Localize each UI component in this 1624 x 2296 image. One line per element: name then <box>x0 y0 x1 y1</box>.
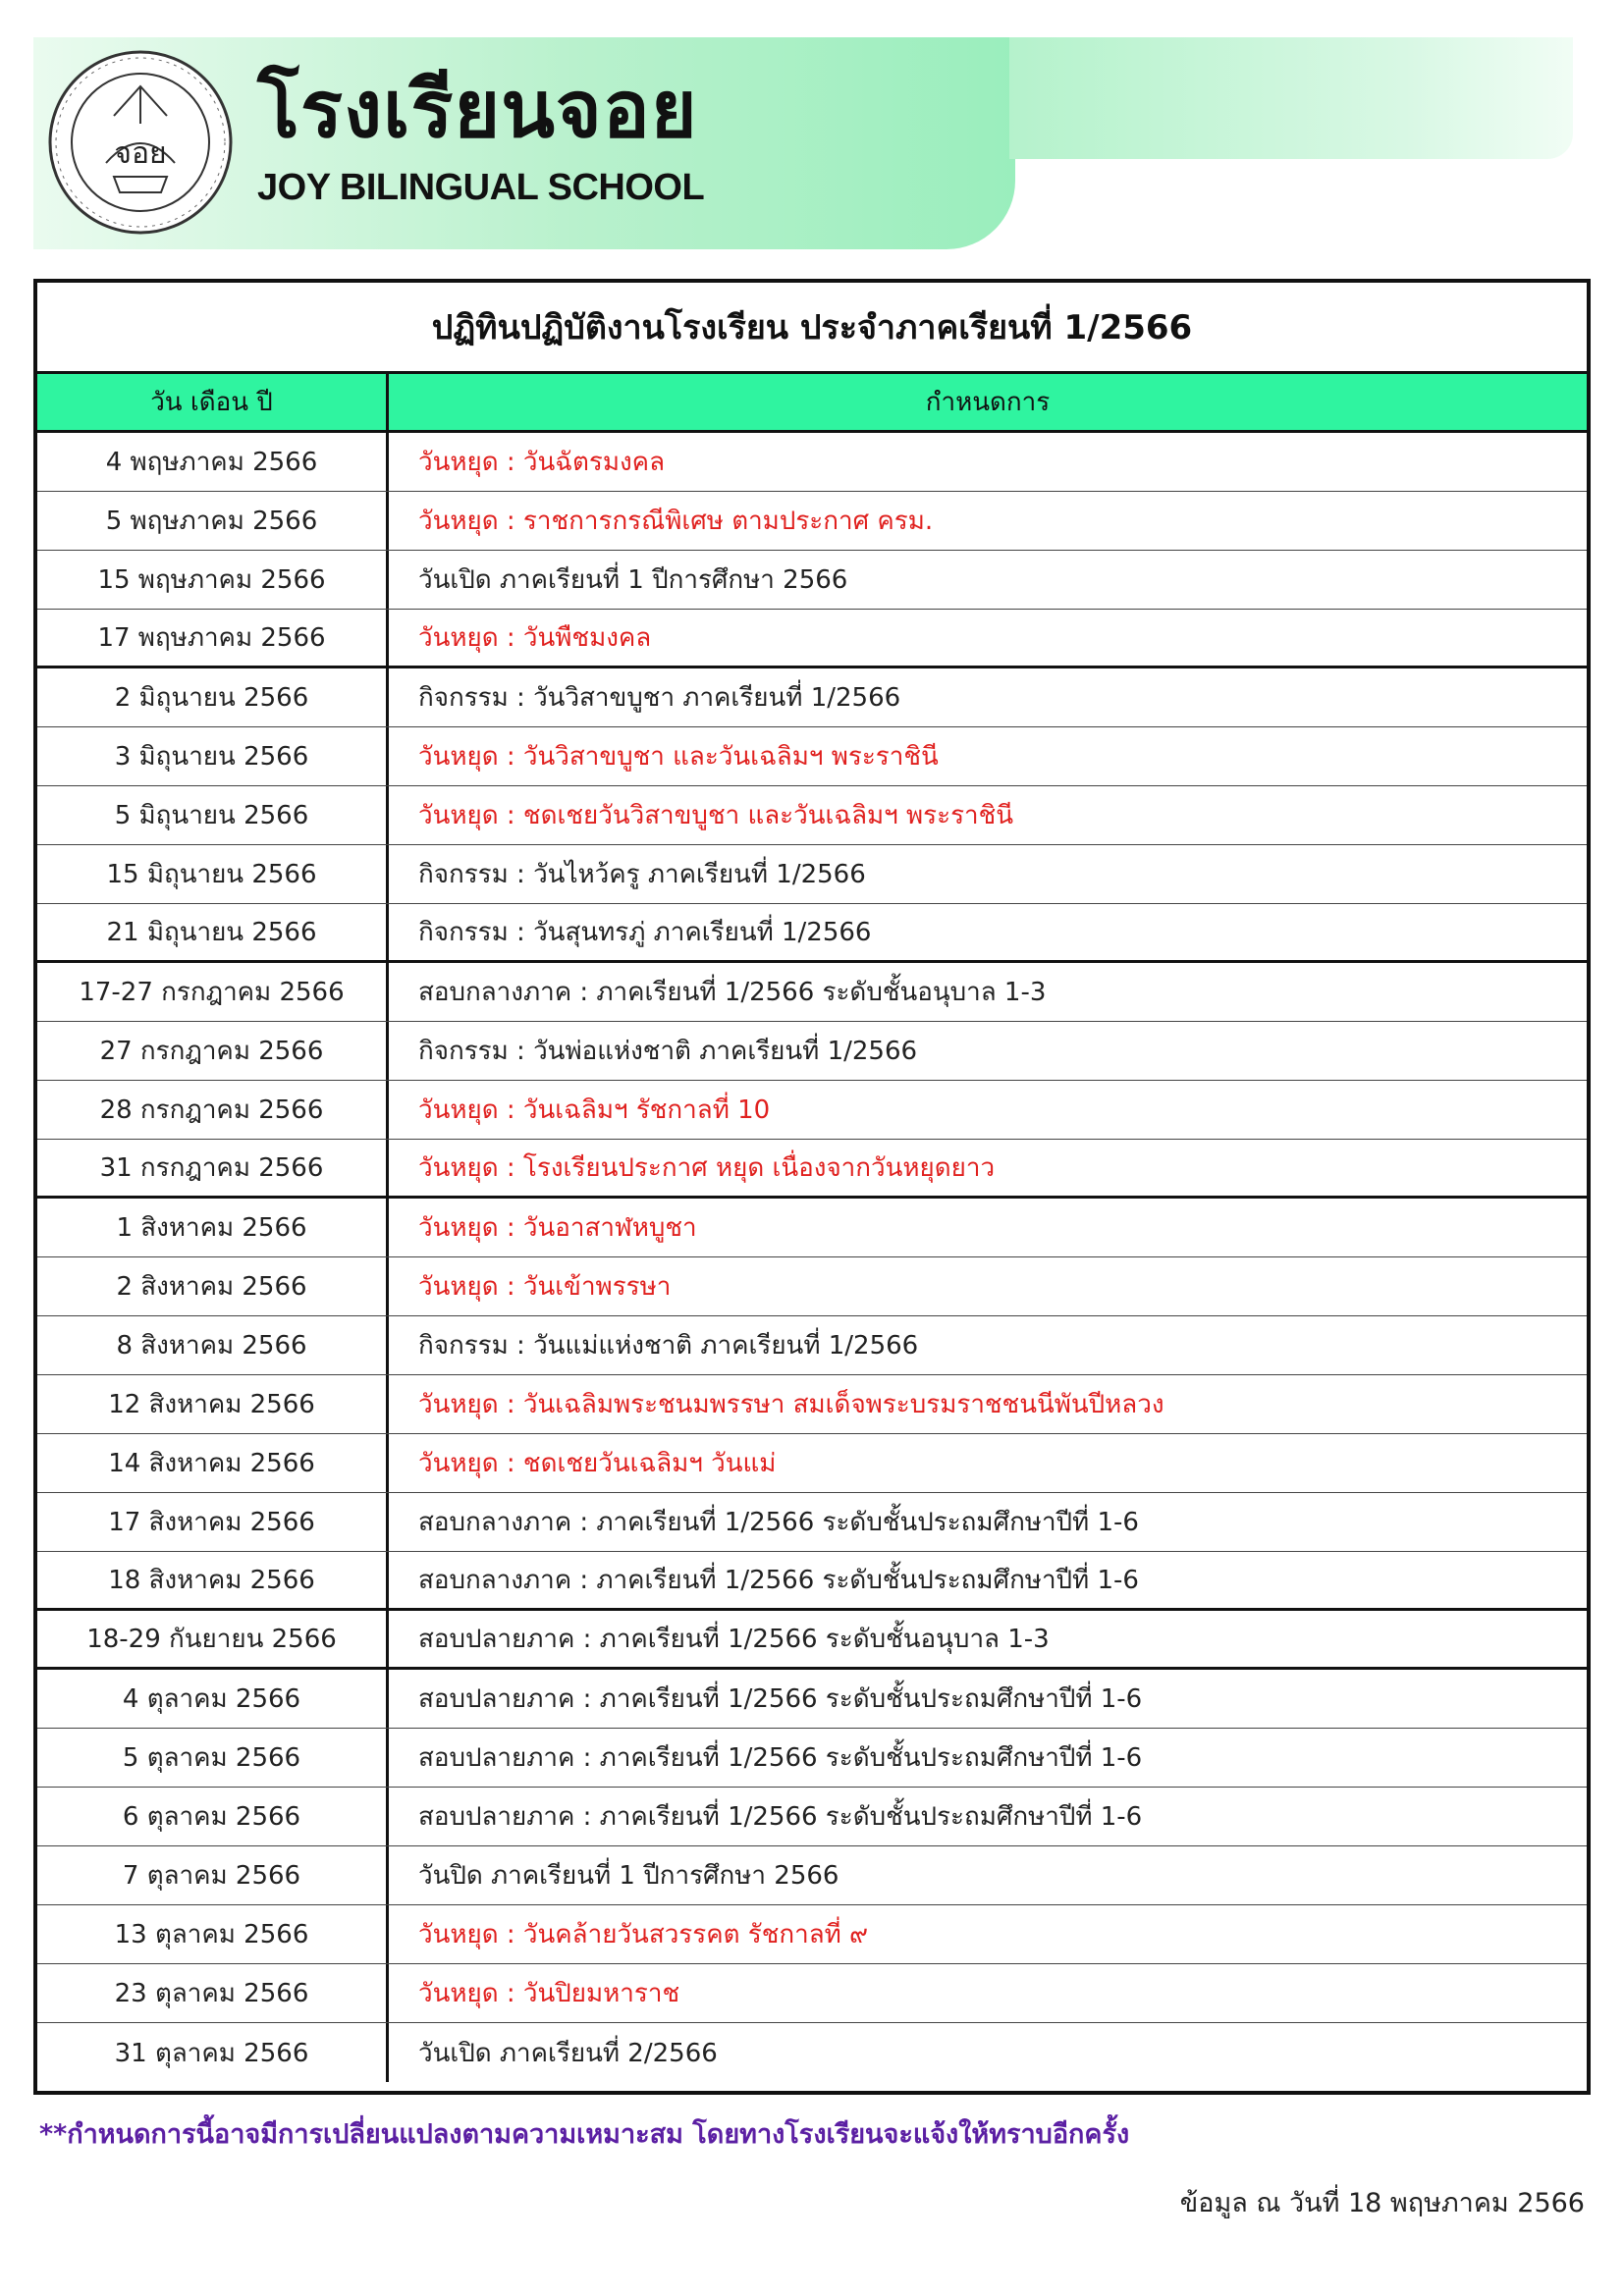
row-schedule: กิจกรรม : วันวิสาขบูชา ภาคเรียนที่ 1/2566 <box>418 683 901 713</box>
table-row <box>37 2023 1587 2082</box>
table-row <box>37 1257 1587 1316</box>
row-schedule: วันเปิด ภาคเรียนที่ 2/2566 <box>418 2038 718 2068</box>
table-row <box>37 1670 1587 1729</box>
row-holiday-schedule: วันหยุด : โรงเรียนประกาศ หยุด เนื่องจากวันหยุดยาว <box>418 1153 996 1183</box>
row-date: 2 มิถุนายน 2566 <box>37 668 389 726</box>
data-as-of-date: ข้อมูล ณ วันที่ 18 พฤษภาคม 2566 <box>1179 2188 1585 2218</box>
row-schedule: กิจกรรม : วันพ่อแห่งชาติ ภาคเรียนที่ 1/2566 <box>418 1037 918 1066</box>
table-row <box>37 727 1587 786</box>
row-schedule: กิจกรรม : วันสุนทรภู่ ภาคเรียนที่ 1/2566 <box>418 918 872 947</box>
table-row <box>37 1788 1587 1846</box>
table-body <box>37 433 1587 2082</box>
row-date: 14 สิงหาคม 2566 <box>37 1434 389 1492</box>
table-row <box>37 433 1587 492</box>
row-schedule: กิจกรรม : วันแม่แห่งชาติ ภาคเรียนที่ 1/2566 <box>418 1331 919 1361</box>
table-row <box>37 1552 1587 1611</box>
row-date: 21 มิถุนายน 2566 <box>37 904 389 960</box>
table-row <box>37 668 1587 727</box>
row-holiday-schedule: วันหยุด : วันอาสาฬหบูชา <box>418 1213 697 1243</box>
header-band-right <box>1009 37 1573 159</box>
row-schedule: สอบปลายภาค : ภาคเรียนที่ 1/2566 ระดับชั้นอนุบาล 1-3 <box>418 1625 1050 1654</box>
row-date: 7 ตุลาคม 2566 <box>37 1846 389 1904</box>
row-date: 17 พฤษภาคม 2566 <box>37 610 389 666</box>
row-schedule: สอบปลายภาค : ภาคเรียนที่ 1/2566 ระดับชั้นประถมศึกษาปีที่ 1-6 <box>418 1743 1143 1773</box>
table-row <box>37 1846 1587 1905</box>
table-row <box>37 1375 1587 1434</box>
row-holiday-schedule: วันหยุด : วันวิสาขบูชา และวันเฉลิมฯ พระราชินี <box>418 742 939 772</box>
row-date: 17 สิงหาคม 2566 <box>37 1493 389 1551</box>
table-row <box>37 1081 1587 1140</box>
row-date: 31 กรกฎาคม 2566 <box>37 1140 389 1196</box>
table-row <box>37 492 1587 551</box>
row-date: 15 พฤษภาคม 2566 <box>37 551 389 609</box>
row-schedule: สอบกลางภาค : ภาคเรียนที่ 1/2566 ระดับชั้นอนุบาล 1-3 <box>418 978 1047 1007</box>
table-row <box>37 1905 1587 1964</box>
row-holiday-schedule: วันหยุด : วันพืชมงคล <box>418 623 652 653</box>
school-name-thai: โรงเรียนจอย <box>257 64 698 155</box>
row-date: 18 สิงหาคม 2566 <box>37 1552 389 1608</box>
row-holiday-schedule: วันหยุด : วันเข้าพรรษา <box>418 1272 672 1302</box>
table-row <box>37 1199 1587 1257</box>
row-schedule: สอบปลายภาค : ภาคเรียนที่ 1/2566 ระดับชั้นประถมศึกษาปีที่ 1-6 <box>418 1802 1143 1832</box>
table-row <box>37 904 1587 963</box>
column-header-date: วัน เดือน ปี <box>37 374 389 430</box>
row-holiday-schedule: วันหยุด : วันปิยมหาราช <box>418 1979 680 2008</box>
column-header-schedule: กำหนดการ <box>925 388 1051 417</box>
row-date: 4 ตุลาคม 2566 <box>37 1670 389 1728</box>
row-date: 15 มิถุนายน 2566 <box>37 845 389 903</box>
row-date: 31 ตุลาคม 2566 <box>37 2023 389 2082</box>
table-header-row <box>37 374 1587 433</box>
row-holiday-schedule: วันหยุด : วันเฉลิมฯ รัชกาลที่ 10 <box>418 1095 771 1125</box>
row-holiday-schedule: วันหยุด : วันเฉลิมพระชนมพรรษา สมเด็จพระบรมราชชนนีพันปีหลวง <box>418 1390 1164 1419</box>
row-schedule: วันเปิด ภาคเรียนที่ 1 ปีการศึกษา 2566 <box>418 565 848 595</box>
table-row <box>37 1493 1587 1552</box>
table-row <box>37 786 1587 845</box>
row-holiday-schedule: วันหยุด : ชดเชยวันวิสาขบูชา และวันเฉลิมฯ พระราชินี <box>418 801 1014 830</box>
table-row <box>37 963 1587 1022</box>
row-schedule: วันปิด ภาคเรียนที่ 1 ปีการศึกษา 2566 <box>418 1861 839 1891</box>
table-row <box>37 1611 1587 1670</box>
row-date: 1 สิงหาคม 2566 <box>37 1199 389 1256</box>
row-date: 5 พฤษภาคม 2566 <box>37 492 389 550</box>
row-date: 27 กรกฎาคม 2566 <box>37 1022 389 1080</box>
row-date: 8 สิงหาคม 2566 <box>37 1316 389 1374</box>
row-date: 5 มิถุนายน 2566 <box>37 786 389 844</box>
row-date: 28 กรกฎาคม 2566 <box>37 1081 389 1139</box>
row-date: 23 ตุลาคม 2566 <box>37 1964 389 2022</box>
schedule-change-note: **กำหนดการนี้อาจมีการเปลี่ยนแปลงตามความเหมาะสม โดยทางโรงเรียนจะแจ้งให้ทราบอีกครั้ง <box>39 2119 1130 2150</box>
row-date: 18-29 กันยายน 2566 <box>37 1611 389 1667</box>
row-date: 12 สิงหาคม 2566 <box>37 1375 389 1433</box>
row-date: 4 พฤษภาคม 2566 <box>37 433 389 491</box>
table-row <box>37 845 1587 904</box>
table-row <box>37 1140 1587 1199</box>
row-holiday-schedule: วันหยุด : ราชการกรณีพิเศษ ตามประกาศ ครม. <box>418 507 934 536</box>
table-row <box>37 1729 1587 1788</box>
table-row <box>37 1434 1587 1493</box>
row-holiday-schedule: วันหยุด : ชดเชยวันเฉลิมฯ วันแม่ <box>418 1449 777 1478</box>
row-date: 2 สิงหาคม 2566 <box>37 1257 389 1315</box>
row-schedule: สอบกลางภาค : ภาคเรียนที่ 1/2566 ระดับชั้นประถมศึกษาปีที่ 1-6 <box>418 1508 1139 1537</box>
calendar-table <box>33 279 1591 2095</box>
table-title: ปฏิทินปฏิบัติงานโรงเรียน ประจำภาคเรียนที่ 1/2566 <box>37 283 1587 374</box>
school-name-english: JOY BILINGUAL SCHOOL <box>257 167 705 208</box>
row-date: 6 ตุลาคม 2566 <box>37 1788 389 1845</box>
row-schedule: กิจกรรม : วันไหว้ครู ภาคเรียนที่ 1/2566 <box>418 860 866 889</box>
row-date: 3 มิถุนายน 2566 <box>37 727 389 785</box>
table-row <box>37 1316 1587 1375</box>
row-schedule: สอบกลางภาค : ภาคเรียนที่ 1/2566 ระดับชั้นประถมศึกษาปีที่ 1-6 <box>418 1566 1139 1595</box>
table-row <box>37 610 1587 668</box>
school-logo-seal <box>45 47 236 238</box>
table-row <box>37 551 1587 610</box>
row-holiday-schedule: วันหยุด : วันฉัตรมงคล <box>418 448 666 477</box>
row-date: 5 ตุลาคม 2566 <box>37 1729 389 1787</box>
row-date: 13 ตุลาคม 2566 <box>37 1905 389 1963</box>
table-row <box>37 1022 1587 1081</box>
row-schedule: สอบปลายภาค : ภาคเรียนที่ 1/2566 ระดับชั้นประถมศึกษาปีที่ 1-6 <box>418 1684 1143 1714</box>
row-date: 17-27 กรกฎาคม 2566 <box>37 963 389 1021</box>
row-holiday-schedule: วันหยุด : วันคล้ายวันสวรรคต รัชกาลที่ ๙ <box>418 1920 869 1949</box>
logo-text: จอย <box>114 136 167 171</box>
table-row <box>37 1964 1587 2023</box>
